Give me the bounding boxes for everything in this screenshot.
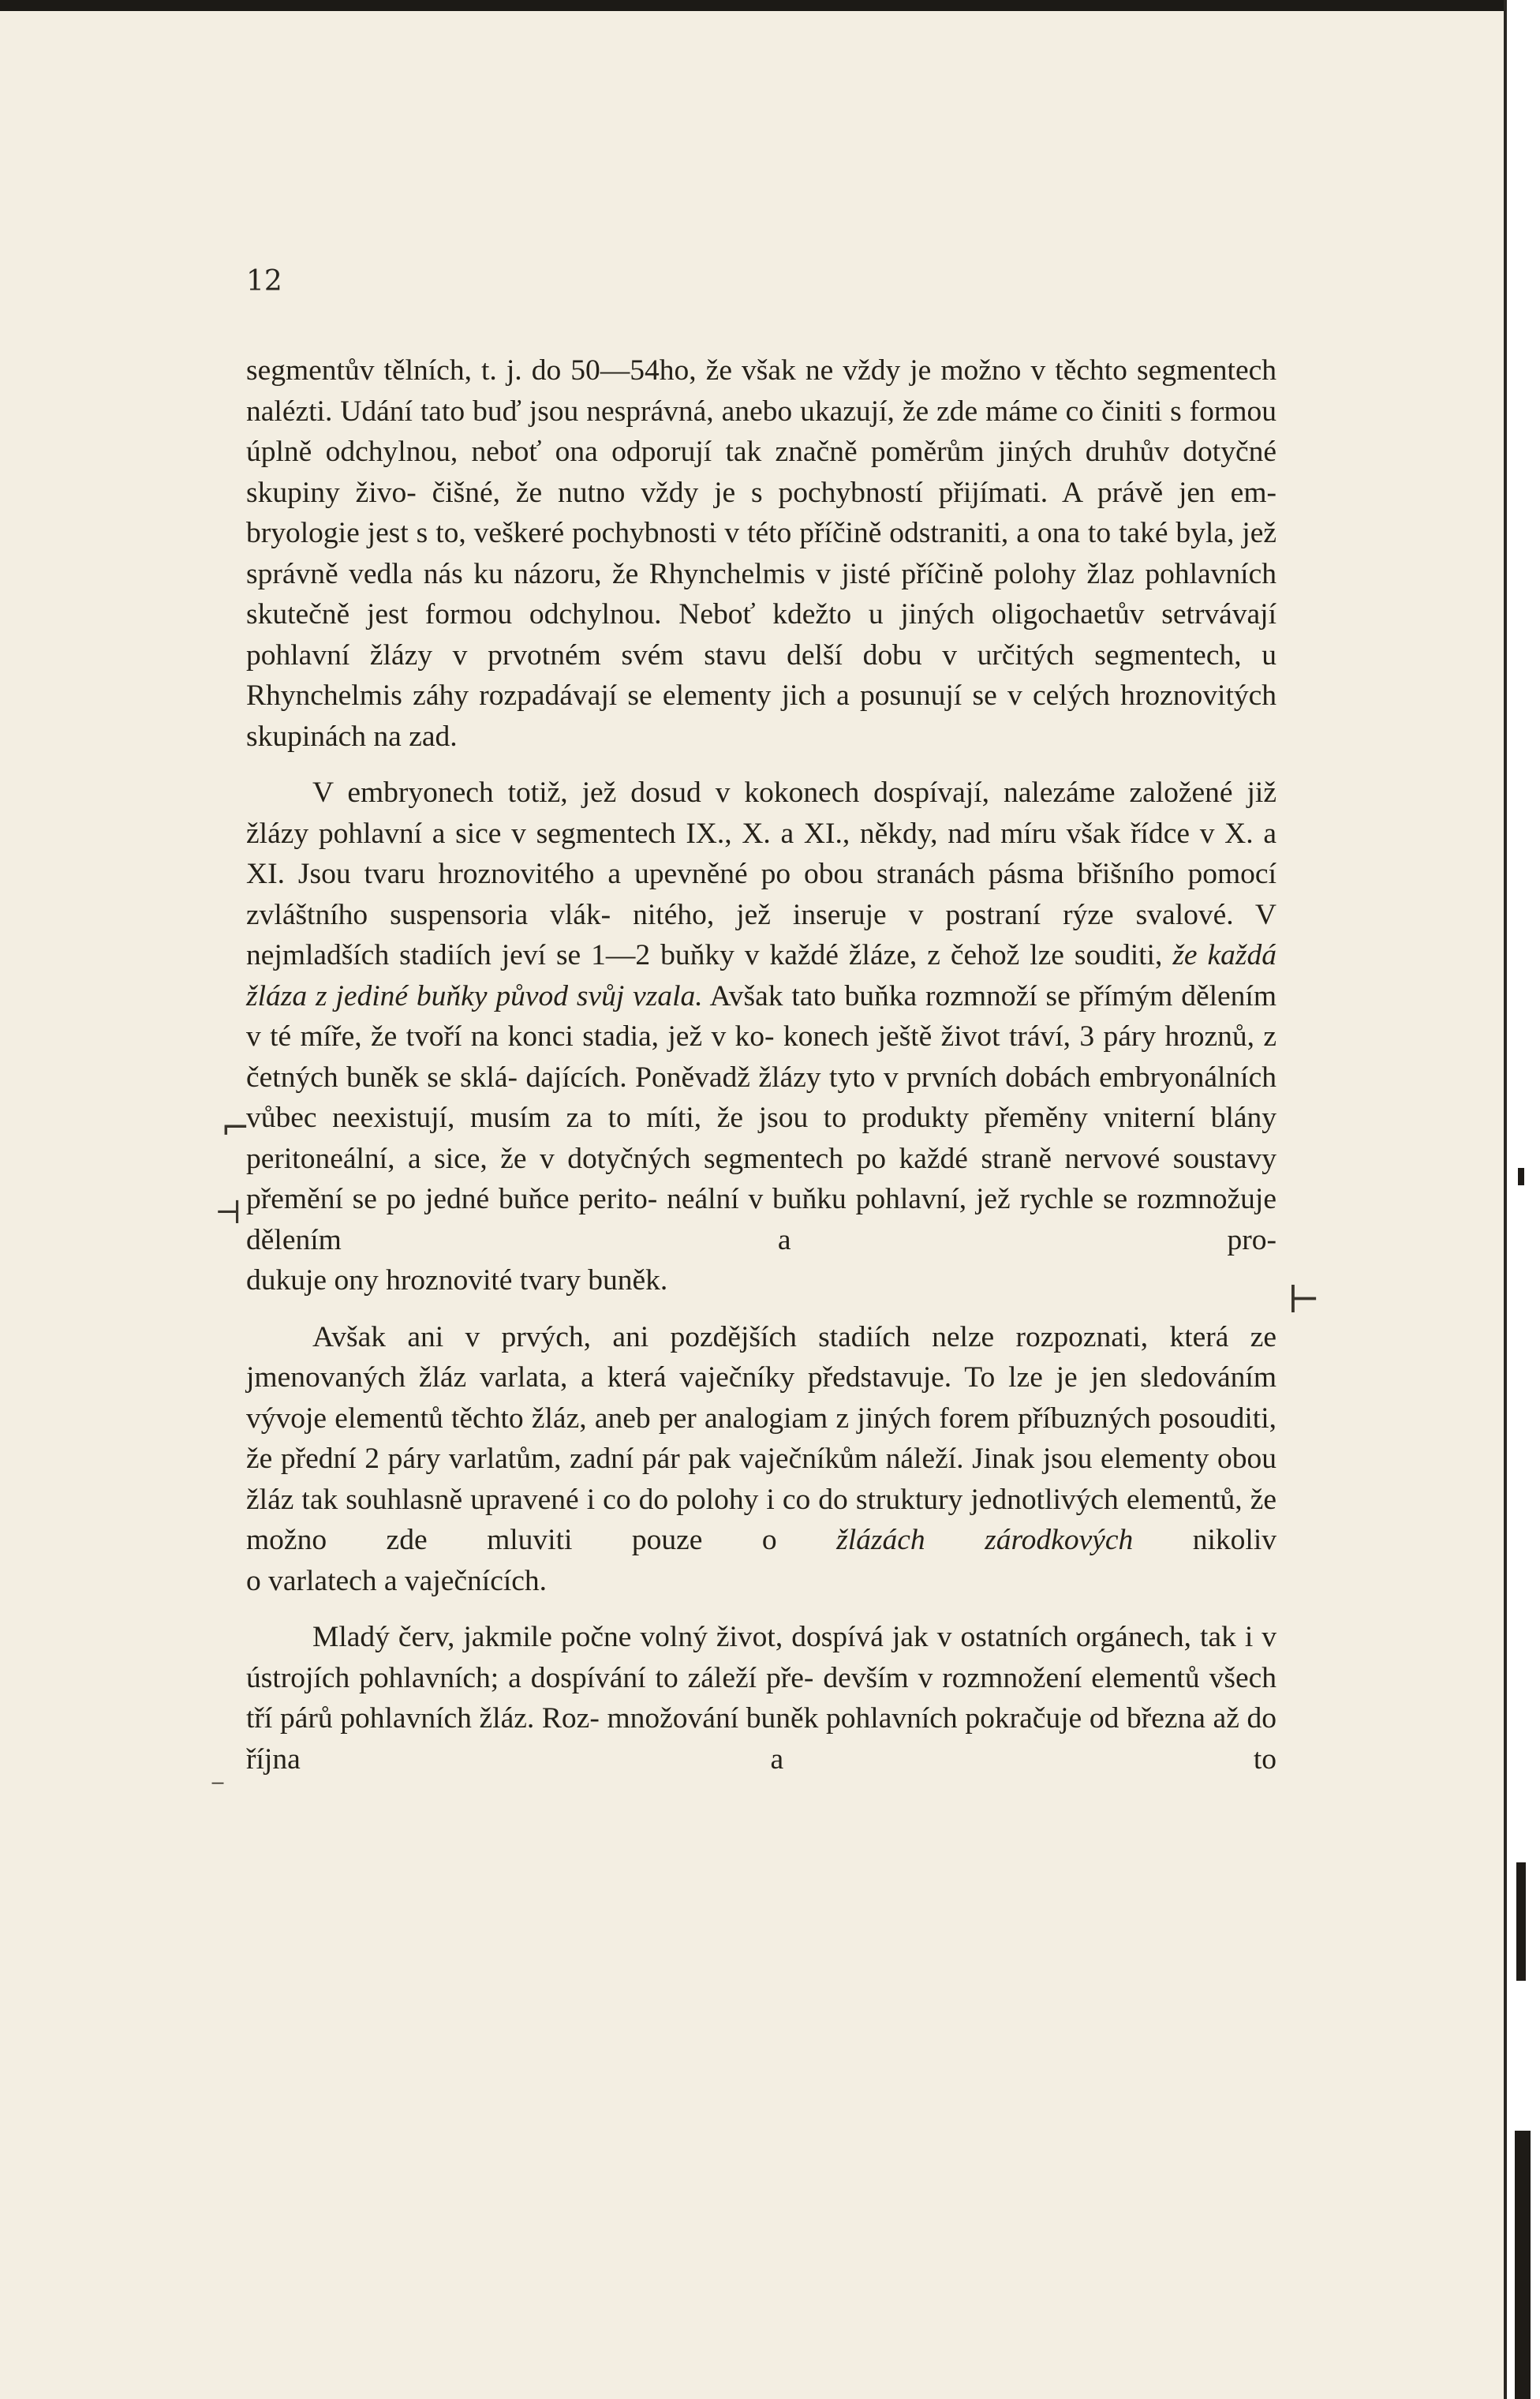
text-line: která ze jmenovaných žláz varlata, a která vaječníky představuje. To bbox=[246, 1320, 1277, 1394]
text-line: množování buněk pohlavních pokračuje od března až do října a to bbox=[246, 1702, 1276, 1776]
text-line: čišné, že nutno vždy je s pochybností přijímati. A právě jen em- bbox=[432, 476, 1276, 509]
text-line: odporují tak značně poměrům jiných druhův dotyčné skupiny živo- bbox=[246, 436, 1277, 509]
edge-scan-mark bbox=[1518, 1168, 1524, 1185]
edge-scan-mark bbox=[1515, 2131, 1531, 2399]
text-line: orgánech, tak i v ústrojích pohlavních; a dospívání to záleží pře- bbox=[246, 1621, 1277, 1694]
margin-pencil-mark: ⊣ bbox=[215, 1195, 242, 1231]
paragraph bbox=[246, 1617, 1276, 1780]
margin-pencil-mark: ⁻ bbox=[210, 1771, 226, 1806]
margin-pencil-mark: ⊢ bbox=[1288, 1278, 1321, 1322]
text-line: v těchto segmentech nalézti. Udání tato buď jsou nesprávná, anebo bbox=[246, 354, 1277, 428]
text-line: o varlatech a vaječnících. bbox=[246, 1564, 548, 1597]
text-line: v jisté příčině polohy žlaz pohlavních skutečně jest formou odchylnou. bbox=[246, 557, 1276, 631]
paragraph bbox=[246, 1317, 1276, 1561]
text-line: nitého, jež inseruje v postraní rýze svalové. V nejmladších stadiích bbox=[246, 898, 1276, 971]
text-line: skupinách na zad. bbox=[246, 720, 458, 753]
text-line: lze je jen sledováním vývoje elementů těchto žláz, aneb per analogiam bbox=[246, 1361, 1276, 1435]
text-line: nikoliv bbox=[1192, 1524, 1277, 1556]
text-line: nad míru však řídce v X. a XI. Jsou tvaru hroznovitého a upevněné bbox=[246, 817, 1277, 890]
paragraph bbox=[246, 773, 1276, 1260]
text-line: a ona to také byla, jež správně vedla nás ku názoru, že Rhynchelmis bbox=[246, 517, 1276, 590]
text-line: Neboť kdežto u jiných oligochaetův setrvávají pohlavní žlázy v prvotném bbox=[246, 598, 1276, 672]
text-line: devším v rozmnožení elementů všech tří párů pohlavních žláz. Roz- bbox=[246, 1661, 1277, 1735]
text-line: konech ještě život tráví, 3 páry hroznů, z četných buněk se sklá- bbox=[246, 1020, 1276, 1094]
text-line: dukuje ony hroznovité tvary buněk. bbox=[246, 1264, 668, 1297]
emphasized-text: žláza z jediné buňky původ svůj vzala. bbox=[246, 979, 703, 1012]
text-line: založené již žlázy pohlavní a sice v segmentech IX., X. a XI., někdy, bbox=[246, 777, 1276, 850]
body-text bbox=[246, 350, 1276, 1780]
emphasized-text: že každá bbox=[1172, 939, 1277, 971]
text-line: svém stavu delší dobu v určitých segmentech, u Rhynchelmis záhy bbox=[246, 638, 1276, 712]
text-line: po obou stranách pásma břišního pomocí zvláštního suspensoria vlák- bbox=[246, 858, 1276, 931]
text-line: bryologie jest s to, veškeré pochybnosti v této příčině odstraniti, bbox=[246, 517, 1009, 549]
text-line: dajících. Poněvadž žlázy tyto v prvních dobách embryonálních bbox=[525, 1061, 1276, 1094]
text-line: z jiných forem příbuzných posouditi, že přední 2 páry varlatům, bbox=[246, 1402, 1276, 1475]
text-line: ukazují, že zde máme co činiti s formou úplně odchylnou, neboť ona bbox=[246, 395, 1277, 468]
text-line: souhlasně upravené i co do polohy i co do struktury jednotlivých bbox=[346, 1483, 1119, 1516]
page-binding-edge bbox=[1504, 0, 1540, 2399]
text-line: Avšak tato buňka rozmnoží bbox=[709, 979, 1037, 1012]
margin-pencil-mark: ⌐ bbox=[221, 1108, 250, 1148]
text-line: každé straně nervové soustavy přemění se po jedné buňce perito- bbox=[246, 1142, 1277, 1215]
text-line: se přímým dělením v té míře, že tvoří na konci stadia, jež v ko- bbox=[246, 979, 1277, 1053]
paragraph-tail bbox=[246, 1561, 1276, 1602]
paragraph-tail bbox=[246, 1260, 1276, 1301]
emphasized-text: žlázách zárodkových bbox=[836, 1524, 1134, 1556]
paragraph bbox=[246, 350, 1276, 717]
text-line: rozpadávají se elementy jich a posunují se v celých hroznovitých bbox=[479, 679, 1277, 712]
text-line: segmentův tělních, t. j. do 50—54ho, že však ne vždy je možno bbox=[246, 354, 1022, 387]
page-number: 12 bbox=[246, 265, 282, 298]
text-line: jeví se 1—2 buňky v každé žláze, z čehož lze souditi, bbox=[501, 939, 1163, 971]
text-line: V embryonech totiž, jež dosud v kokonech dospívají, nalezáme bbox=[312, 777, 1116, 809]
edge-scan-mark bbox=[1516, 1862, 1526, 1981]
text-line: Mladý červ, jakmile počne volný život, dospívá jak v ostatních bbox=[312, 1621, 1067, 1653]
text-line: neální v buňku pohlavní, jež rychle se rozmnožuje dělením a pro- bbox=[246, 1183, 1276, 1256]
text-line: Avšak ani v prvých, ani pozdějších stadiích nelze rozpoznati, bbox=[312, 1320, 1149, 1353]
text-line: elementů, že možno zde mluviti pouze o bbox=[246, 1483, 1277, 1556]
text-line: vniterní blány peritoneální, a sice, že v dotyčných segmentech po bbox=[246, 1102, 1277, 1175]
text-line: zadní pár pak vaječníkům náleží. Jinak jsou elementy obou žláz tak bbox=[246, 1443, 1276, 1516]
text-line: vůbec neexistují, musím za to míti, že jsou to produkty přeměny bbox=[246, 1102, 1088, 1134]
paragraph-tail bbox=[246, 717, 1276, 758]
